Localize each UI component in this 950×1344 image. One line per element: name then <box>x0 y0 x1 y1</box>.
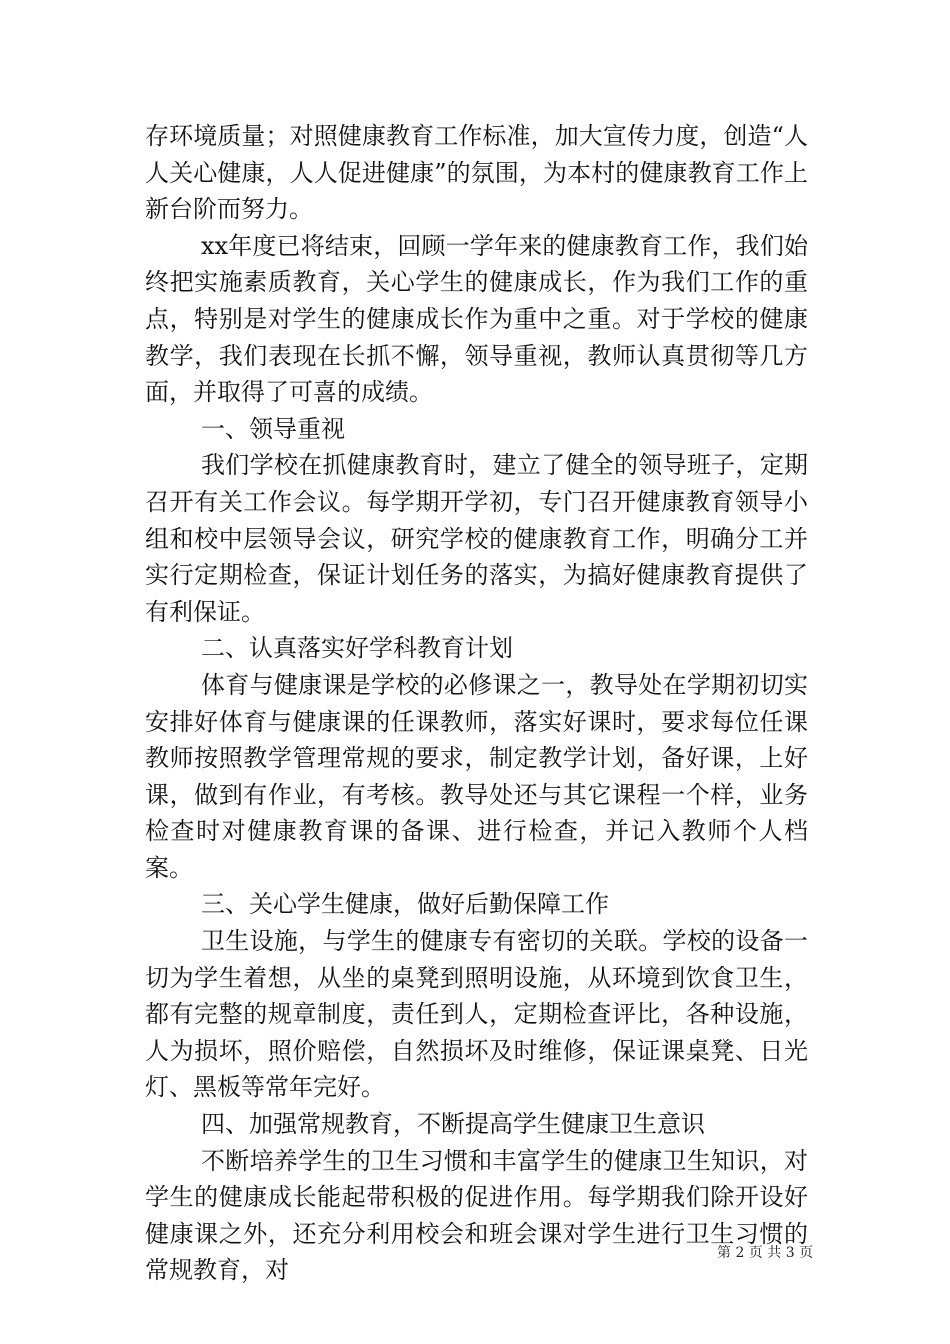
page-number-footer: 第 2 页 共 3 页 <box>717 1245 814 1261</box>
paragraph-section-4: 不断培养学生的卫生习惯和丰富学生的健康卫生知识，对学生的健康成长能起带积极的促进作用。每学期我们除开设好健康课之外，还充分利用校会和班会课对学生进行卫生习惯的常规教育，对 <box>145 1146 808 1285</box>
document-body <box>145 118 808 1289</box>
section-heading-3: 三、关心学生健康，做好后勤保障工作 <box>201 890 609 919</box>
section-heading-1: 一、领导重视 <box>201 414 345 443</box>
paragraph-section-2: 体育与健康课是学校的必修课之一，教导处在学期初切实安排好体育与健康课的任课教师，落实好课时，要求每位任课教师按照教学管理常规的要求，制定教学计划，备好课，上好课，做到有作业，有考核。教导处还与其它课程一个样，业务检查时对健康教育课的备课、进行检查，并记入教师个人档案。 <box>145 670 808 882</box>
section-heading-2: 二、认真落实好学科教育计划 <box>201 634 513 663</box>
section-heading-4: 四、加强常规教育，不断提高学生健康卫生意识 <box>201 1110 705 1139</box>
paragraph-continued: 存环境质量；对照健康教育工作标准，加大宣传力度，创造“人人关心健康，人人促进健康”的氛围，为本村的健康教育工作上新台阶而努力。 <box>145 122 808 224</box>
paragraph-intro: xx年度已将结束，回顾一学年来的健康教育工作，我们始终把实施素质教育，关心学生的健康成长，作为我们工作的重点，特别是对学生的健康成长作为重中之重。对于学校的健康教学，我们表现在长抓不懈，领导重视，教师认真贯彻等几方面，并取得了可喜的成绩。 <box>145 231 808 407</box>
paragraph-section-1: 我们学校在抓健康教育时，建立了健全的领导班子，定期召开有关工作会议。每学期开学初，专门召开健康教育领导小组和校中层领导会议，研究学校的健康教育工作，明确分工并实行定期检查，保证计划任务的落实，为搞好健康教育提供了有利保证。 <box>145 451 808 626</box>
paragraph-section-3: 卫生设施，与学生的健康专有密切的关联。学校的设备一切为学生着想，从坐的桌凳到照明设施，从环境到饮食卫生，都有完整的规章制度，责任到人，定期检查评比，各种设施，人为损坏，照价赔偿，自然损坏及时维修，保证课桌凳、日光灯、黑板等常年完好。 <box>145 927 808 1102</box>
